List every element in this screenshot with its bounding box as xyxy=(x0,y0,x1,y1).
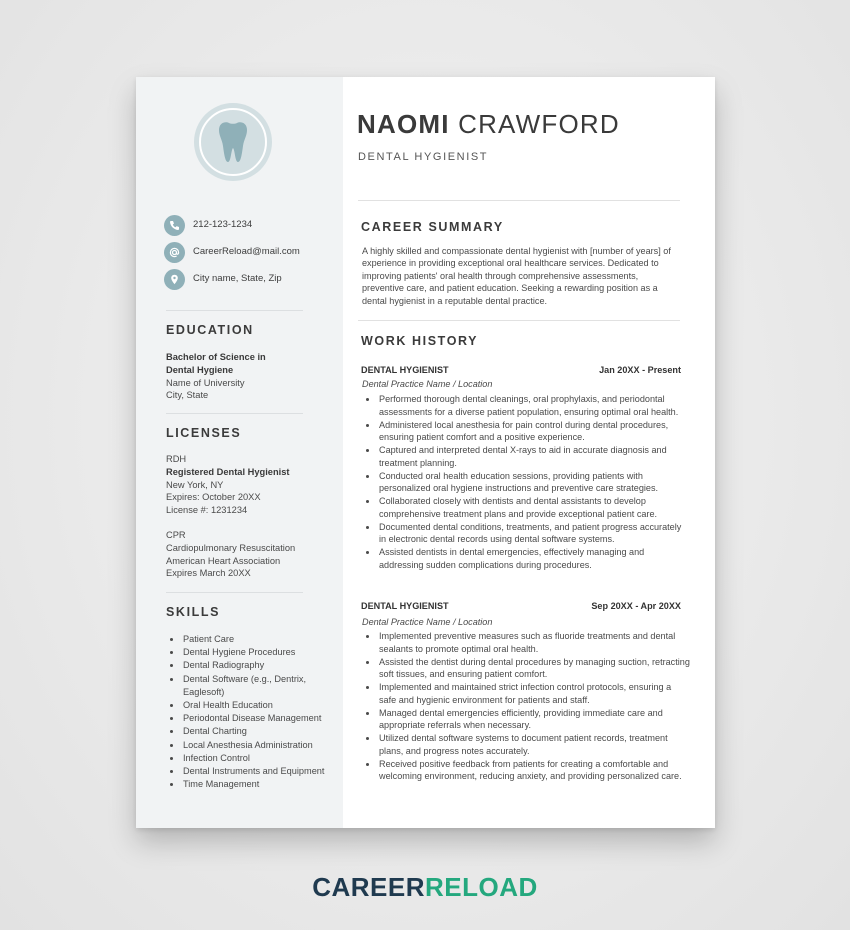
brand-part-career: CAREER xyxy=(312,872,425,902)
license-line: Cardiopulmonary Resuscitation xyxy=(166,542,296,553)
job-bullet: • Administered local anesthesia for pain control during dental procedures, ensuring patient comfort and a positive experience. xyxy=(378,419,690,445)
job-bullets-2 xyxy=(362,630,690,783)
skill-item: • Local Anesthesia Administration xyxy=(182,739,342,752)
job-bullet: • Implemented preventive measures such as fluoride treatments and dental sealants to promote optimal oral health. xyxy=(378,630,690,656)
skill-item: • Dental Radiography xyxy=(182,659,342,672)
main-divider xyxy=(358,200,680,201)
license-line: New York, NY xyxy=(166,479,224,490)
skill-item: • Time Management xyxy=(182,778,342,791)
job-title-2: DENTAL HYGIENIST xyxy=(361,601,449,611)
skill-item: • Dental Hygiene Procedures xyxy=(182,646,342,659)
license-line: Expires: October 20XX xyxy=(166,492,261,503)
degree-line2: Dental Hygiene xyxy=(166,364,234,375)
job-bullet: • Assisted dentists in dental emergencies, effectively managing and addressing sudden complications during procedures. xyxy=(378,546,690,572)
job-title: DENTAL HYGIENIST xyxy=(358,151,489,163)
education-block xyxy=(166,351,266,402)
job-bullet: • Captured and interpreted dental X-rays to aid in accurate diagnosis and treatment planning. xyxy=(378,444,690,470)
phone-icon xyxy=(164,215,185,236)
skill-item: • Oral Health Education xyxy=(182,699,342,712)
skill-item: • Infection Control xyxy=(182,752,342,765)
job-bullet: • Utilized dental software systems to document patient records, treatment plans, and progress notes accurately. xyxy=(378,732,690,758)
job-bullets-1 xyxy=(362,393,690,572)
job-bullet: • Conducted oral health education sessions, providing patients with personalized oral hygiene instructions and preventive care strategies. xyxy=(378,470,690,496)
summary-heading: CAREER SUMMARY xyxy=(361,220,504,234)
location-icon xyxy=(164,269,185,290)
skill-item: • Dental Charting xyxy=(182,725,342,738)
job-bullet: • Collaborated closely with dentists and dental assistants to develop comprehensive treatment plans and provide exceptional patient care. xyxy=(378,495,690,521)
skill-item: • Dental Software (e.g., Dentrix, Eaglesoft) xyxy=(182,673,342,699)
location-text: City name, State, Zip xyxy=(193,273,282,284)
job-company-1: Dental Practice Name / Location xyxy=(362,379,493,389)
job-company-2: Dental Practice Name / Location xyxy=(362,617,493,627)
phone-text: 212-123-1234 xyxy=(193,219,253,230)
summary-text: A highly skilled and compassionate dental hygienist with [number of years] of experience in providing exceptional oral healthcare services. Dedicated to improving patients' oral health through comprehensive assessments, preventive care, and patient education. Seeking a rewarding position as a dental hygienist in a reputable dental practice. xyxy=(362,246,671,306)
job-bullet: • Assisted the dentist during dental procedures by managing suction, retracting soft tissues, and ensuring patient comfort. xyxy=(378,656,690,682)
brand-part-reload: RELOAD xyxy=(425,872,538,902)
skill-item: • Dental Instruments and Equipment xyxy=(182,765,342,778)
sidebar-divider xyxy=(166,592,303,593)
license-code: RDH xyxy=(166,454,187,464)
license-line: License #: 1231234 xyxy=(166,505,248,516)
brand-logo xyxy=(0,872,850,903)
job-bullet: • Received positive feedback from patients for creating a comfortable and welcoming environment, reducing anxiety, and providing personalized care. xyxy=(378,758,690,784)
resume-page xyxy=(136,77,715,828)
license-line: Expires March 20XX xyxy=(166,568,251,579)
job-bullet: • Performed thorough dental cleanings, oral prophylaxis, and periodontal assessments for a diverse patient population, ensuring optimal oral health. xyxy=(378,393,690,419)
school-location: City, State xyxy=(166,390,209,401)
job-bullet: • Documented dental conditions, treatments, and patient progress accurately in electronic dental records using dental software systems. xyxy=(378,521,690,547)
last-name: CRAWFORD xyxy=(458,109,620,139)
degree-line1: Bachelor of Science in xyxy=(166,352,266,362)
school-name: Name of University xyxy=(166,377,245,388)
job-dates-2: Sep 20XX - Apr 20XX xyxy=(591,601,681,611)
at-icon xyxy=(164,242,185,263)
tooth-icon xyxy=(215,120,251,164)
job-header xyxy=(361,601,681,611)
job-title-1: DENTAL HYGIENIST xyxy=(361,365,449,375)
job-dates-1: Jan 20XX - Present xyxy=(599,365,681,375)
skills-list xyxy=(166,633,342,791)
skills-heading: SKILLS xyxy=(166,605,221,619)
work-heading: WORK HISTORY xyxy=(361,334,479,348)
job-bullet: • Managed dental emergencies efficiently, providing immediate care and appropriate referrals when necessary. xyxy=(378,707,690,733)
candidate-name xyxy=(357,109,620,140)
license-name: Registered Dental Hygienist xyxy=(166,466,290,477)
licenses-heading: LICENSES xyxy=(166,426,242,440)
first-name: NAOMI xyxy=(357,109,450,139)
job-bullet: • Implemented and maintained strict infection control protocols, ensuring a safe and hygienic environment for patients and staff. xyxy=(378,681,690,707)
license-code: CPR xyxy=(166,530,186,540)
license-cpr xyxy=(166,529,295,580)
education-heading: EDUCATION xyxy=(166,323,254,337)
email-text: CareerReload@mail.com xyxy=(193,246,300,257)
skill-item: • Periodontal Disease Management xyxy=(182,712,342,725)
main-divider xyxy=(358,320,680,321)
license-line: American Heart Association xyxy=(166,555,281,566)
sidebar-divider xyxy=(166,413,303,414)
job-header xyxy=(361,365,681,375)
sidebar-divider xyxy=(166,310,303,311)
resume-sidebar xyxy=(136,77,343,828)
logo-badge xyxy=(194,103,272,181)
skill-item: • Patient Care xyxy=(182,633,342,646)
license-rdh xyxy=(166,453,289,517)
